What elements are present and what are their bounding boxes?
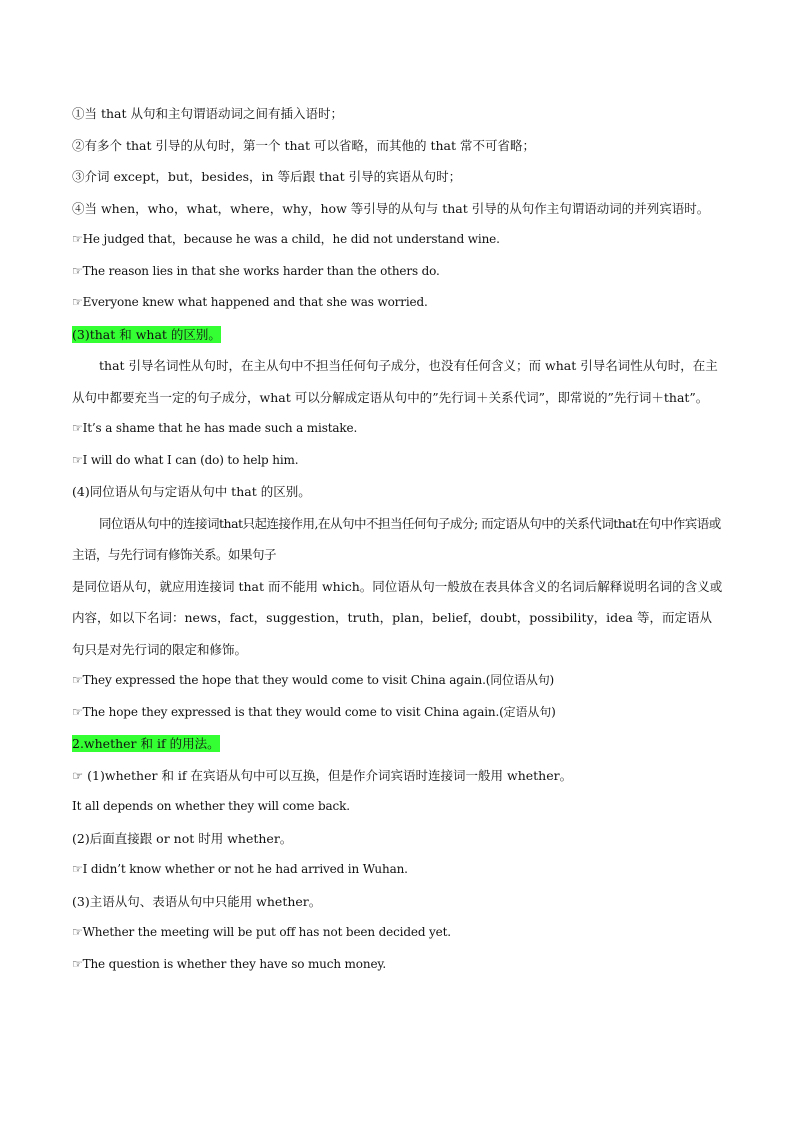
example-sentence: ☞It’s a shame that he has made such a mistake. xyxy=(72,421,358,435)
rule-item-3: ③介词 except，but，besides，in 等后跟 that 引导的宾语从句时； xyxy=(72,169,462,184)
highlighted-heading: (3)that 和 what 的区别。 xyxy=(72,326,221,342)
example-sentence: ☞He judged that，because he was a child，he did not understand wine. xyxy=(72,232,500,246)
example-sentence: ☞Everyone knew what happened and that she was worried. xyxy=(72,295,428,309)
document-body xyxy=(72,98,724,980)
rule-item: (2)后面直接跟 or not 时用 whether。 xyxy=(72,830,293,846)
explanation-paragraph: 是同位语从句，就应用连接词 that 而不能用 which。同位语从句一般放在表具体含义的名词后解释说明名词的含义或内容，如以下名词：news，fact，suggestion，truth，plan，belief，doubt，possibility，idea 等，而定语从句只是对先行词的限定和修饰。 xyxy=(72,578,723,657)
example-sentence: ☞Whether the meeting will be put off has not been decided yet. xyxy=(72,925,451,939)
rule-item: ☞ (1)whether 和 if 在宾语从句中可以互换，但是作介词宾语时连接词一般用 whether。 xyxy=(72,767,573,783)
example-sentence: ☞They expressed the hope that they would come to visit China again.(同位语从句) xyxy=(72,673,555,687)
example-sentence: ☞The hope they expressed is that they would come to visit China again.(定语从句) xyxy=(72,704,556,719)
rule-item-4: ④当 when，who，what，where，why，how 等引导的从句与 that 引导的从句作主句谓语动词的并列宾语时。 xyxy=(72,200,710,216)
rule-item-1: ①当 that 从句和主句谓语动词之间有插入语时； xyxy=(72,106,343,121)
rule-item-2: ②有多个 that 引导的从句时，第一个 that 可以省略，而其他的 that 常不可省略； xyxy=(72,137,535,153)
example-sentence: ☞I will do what I can (do) to help him. xyxy=(72,452,299,467)
example-sentence: ☞The question is whether they have so much money. xyxy=(72,956,387,971)
example-sentence: ☞I didn’t know whether or not he had arrived in Wuhan. xyxy=(72,862,408,876)
example-sentence: It all depends on whether they will come back. xyxy=(72,799,350,813)
section-heading-appositive: (4)同位语从句与定语从句中 that 的区别。 xyxy=(72,484,311,499)
section-heading-whether-if xyxy=(72,728,724,760)
rule-item: (3)主语从句、表语从句中只能用 whether。 xyxy=(72,893,322,909)
example-sentence: ☞The reason lies in that she works harder than the others do. xyxy=(72,263,440,278)
section-heading-that-what xyxy=(72,319,724,351)
explanation-paragraph: that 引导名词性从句时，在主从句中不担当任何句子成分，也没有任何含义；而 what 引导名词性从句时，在主从句中都要充当一定的句子成分，what 可以分解成定语从句中的”先行词＋关系代词”，即常说的”先行词＋that”。 xyxy=(72,358,718,405)
highlighted-heading: 2.whether 和 if 的用法。 xyxy=(72,736,220,751)
explanation-paragraph: 同位语从句中的连接词that只起连接作用,在从句中不担当任何句子成分; 而定语从句中的关系代词that在句中作宾语或主语，与先行词有修饰关系。如果句子 xyxy=(72,515,721,562)
